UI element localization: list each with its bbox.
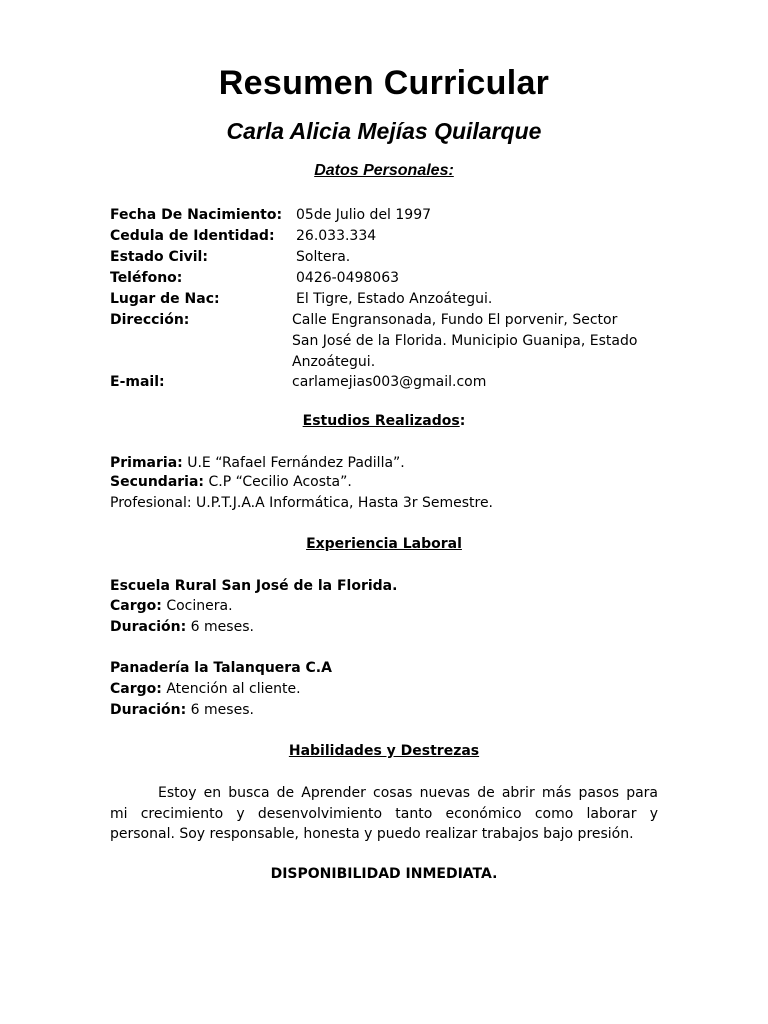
- skills-line: [110, 783, 658, 804]
- job-role-label: Cargo:: [110, 598, 162, 614]
- job-duration-label: Duración:: [110, 702, 187, 718]
- skills-line: personal. Soy responsable, honesta y puedo realizar trabajos bajo presión.: [110, 826, 634, 843]
- job-role-value: Atención al cliente.: [161, 681, 301, 697]
- experience-heading: [0, 536, 768, 552]
- personal-data-heading: Datos Personales:: [314, 162, 454, 179]
- address-line: Calle Engransonada, Fundo El porvenir, Sector: [292, 312, 618, 328]
- job-duration-label: Duración:: [110, 619, 187, 635]
- skills-line-text: Estoy en busca de Aprender cosas nuevas de abrir más pasos para: [158, 785, 658, 801]
- civil-status-label: Estado Civil:: [110, 249, 208, 265]
- skills-heading-text: Habilidades y Destrezas: [288, 743, 480, 759]
- job-role-value: Cocinera.: [161, 598, 233, 614]
- address-line: San José de la Florida. Municipio Guanipa, Estado: [292, 333, 638, 349]
- address-line: Anzoátegui.: [292, 354, 376, 370]
- id-number-value: 26.033.334: [296, 228, 377, 244]
- applicant-name: Carla Alicia Mejías Quilarque: [226, 118, 542, 144]
- skills-paragraph: [110, 783, 658, 845]
- phone-value: 0426-0498063: [296, 270, 400, 286]
- studies-heading: [0, 413, 768, 429]
- experience-heading-text: Experiencia Laboral: [306, 536, 462, 552]
- secondary-value: C.P “Cecilio Acosta”.: [204, 474, 352, 490]
- primary-value: U.E “Rafael Fernández Padilla”.: [182, 455, 405, 471]
- studies-heading-text: Estudios Realizados: [302, 413, 460, 429]
- birthplace-label: Lugar de Nac:: [110, 291, 220, 307]
- phone-label: Teléfono:: [110, 270, 183, 286]
- job-duration-row: [110, 702, 254, 718]
- email-label: E-mail:: [110, 374, 165, 390]
- availability-statement: DISPONIBILIDAD INMEDIATA.: [270, 866, 498, 882]
- skills-heading: [0, 743, 768, 759]
- job-role-row: [110, 598, 233, 614]
- professional-studies-row: Profesional: U.P.T.J.A.A Informática, Hasta 3r Semestre.: [110, 495, 494, 511]
- job-company: Panadería la Talanquera C.A: [110, 660, 332, 676]
- job-duration-value: 6 meses.: [186, 619, 254, 635]
- civil-status-value: Soltera.: [296, 249, 351, 265]
- job-company: Escuela Rural San José de la Florida.: [110, 578, 398, 594]
- primary-label: Primaria:: [110, 455, 183, 471]
- birthplace-value: El Tigre, Estado Anzoátegui.: [296, 291, 493, 307]
- primary-school-row: [110, 455, 405, 471]
- skills-line: mi crecimiento y desenvolvimiento tanto económico como laborar y: [110, 805, 658, 822]
- id-number-label: Cedula de Identidad:: [110, 228, 275, 244]
- birth-date-value: 05de Julio del 1997: [296, 207, 432, 223]
- job-role-row: [110, 681, 301, 697]
- job-duration-value: 6 meses.: [186, 702, 254, 718]
- birth-date-label: Fecha De Nacimiento:: [110, 207, 283, 223]
- document-title: Resumen Curricular: [218, 64, 550, 102]
- job-role-label: Cargo:: [110, 681, 162, 697]
- studies-heading-colon: :: [459, 413, 466, 429]
- secondary-label: Secundaria:: [110, 474, 205, 490]
- email-value: carlamejias003@gmail.com: [292, 374, 487, 390]
- job-duration-row: [110, 619, 254, 635]
- address-label: Dirección:: [110, 312, 190, 328]
- secondary-school-row: [110, 474, 352, 490]
